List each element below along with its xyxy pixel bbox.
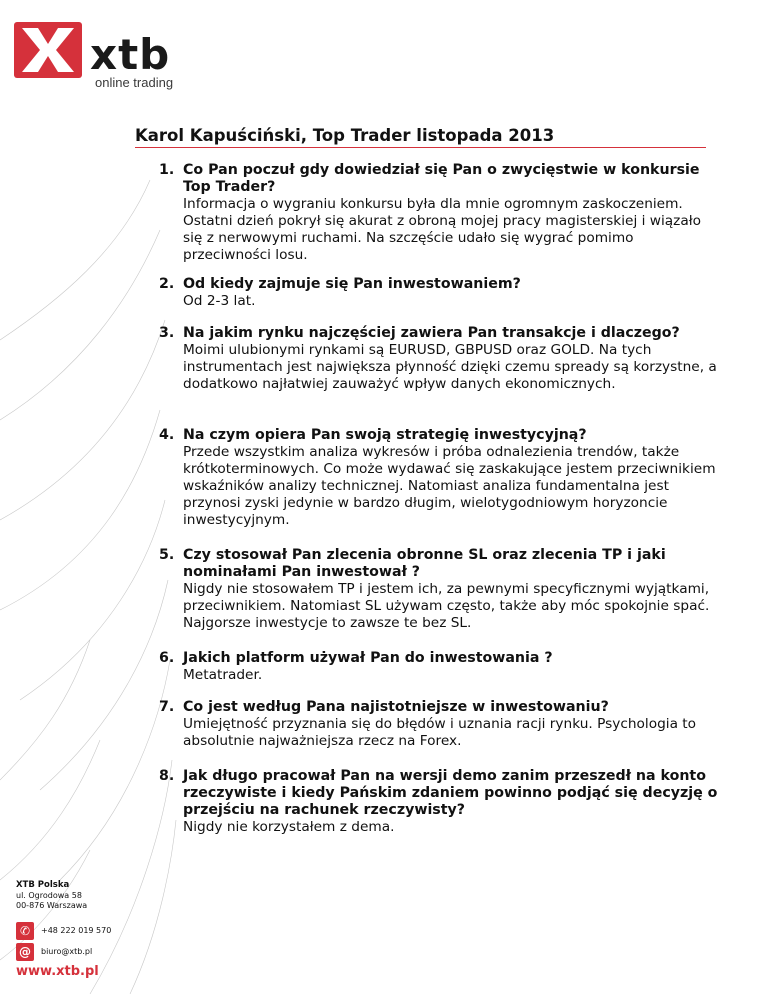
qa-item-3 (159, 325, 719, 393)
answer-text: Od 2-3 lat. (183, 293, 256, 309)
question-number: 7. (159, 699, 175, 715)
phone-icon: ✆ (16, 922, 34, 940)
qa-item-5 (159, 547, 719, 632)
address-line-2: 00-876 Warszawa (16, 901, 88, 910)
question-text: Od kiedy zajmuje się Pan inwestowaniem? (183, 276, 521, 292)
address-line-1: ul. Ogrodowa 58 (16, 891, 82, 900)
email-address[interactable]: biuro@xtb.pl (41, 947, 93, 956)
xtb-logo (14, 22, 184, 90)
email-contact[interactable] (16, 943, 136, 961)
question-text: Jak długo pracował Pan na wersji demo zanim przeszedł na konto rzeczywiste i kiedy Pańskim zdaniem powinno podjąć się decyzję o przejściu na rachunek rzeczywisty? (183, 768, 718, 818)
footer-contact (16, 880, 136, 979)
question-text: Jakich platform używał Pan do inwestowania ? (183, 650, 553, 666)
question-number: 1. (159, 162, 175, 178)
qa-item-2 (159, 276, 719, 310)
qa-item-7 (159, 699, 719, 750)
question-number: 4. (159, 427, 175, 443)
website-link[interactable]: www.xtb.pl (16, 964, 99, 979)
phone-contact (16, 922, 136, 940)
question-text: Czy stosował Pan zlecenia obronne SL oraz zlecenia TP i jaki nominałami Pan inwestował ? (183, 547, 666, 580)
question-text: Na czym opiera Pan swoją strategię inwestycyjną? (183, 427, 587, 443)
question-text: Co Pan poczuł gdy dowiedział się Pan o zwycięstwie w konkursie Top Trader? (183, 162, 700, 195)
question-text: Co jest według Pana najistotniejsze w inwestowaniu? (183, 699, 609, 715)
qa-item-8 (159, 768, 719, 836)
brand-name: xtb (90, 30, 171, 79)
question-number: 5. (159, 547, 175, 563)
question-number: 2. (159, 276, 175, 292)
answer-text: Nigdy nie stosowałem TP i jestem ich, za pewnymi specyficznymi wyjątkami, przeciwnikiem. Natomiast SL używam często, także aby móc spokojnie spać. Najgorsze inwestycje to zawsze te bez SL. (183, 581, 710, 631)
answer-text: Metatrader. (183, 667, 263, 683)
brand-tagline: online trading (95, 75, 174, 90)
question-number: 3. (159, 325, 175, 341)
answer-text: Umiejętność przyznania się do błędów i uznania racji rynku. Psychologia to absolutnie najważniejsza rzecz na Forex. (183, 716, 697, 749)
answer-text: Informacja o wygraniu konkursu była dla mnie ogromnym zaskoczeniem. Ostatni dzień pokrył się akurat z obroną mojej pracy magisterskiej i wiązało się z nerwowymi ruchami. Na szczęście udało się wygrać pomimo przeciwności losu. (183, 196, 701, 263)
answer-text: Moimi ulubionymi rynkami są EURUSD, GBPUSD oraz GOLD. Na tych instrumentach jest największa płynność dzięki czemu spready są korzystne, a dodatkowo najłatwiej zauważyć wpływ danych ekonomicznych. (183, 342, 717, 392)
phone-number: +48 222 019 570 (41, 926, 112, 935)
qa-item-4 (159, 427, 719, 529)
qa-item-6 (159, 650, 719, 684)
question-number: 8. (159, 768, 175, 784)
answer-text: Nigdy nie korzystałem z dema. (183, 819, 395, 835)
qa-item-1 (159, 162, 719, 264)
company-name: XTB Polska (16, 880, 70, 890)
question-number: 6. (159, 650, 175, 666)
question-text: Na jakim rynku najczęściej zawiera Pan transakcje i dlaczego? (183, 325, 680, 341)
at-icon: @ (16, 943, 34, 961)
document-title: Karol Kapuściński, Top Trader listopada 2013 (135, 126, 706, 148)
answer-text: Przede wszystkim analiza wykresów i próba odnalezienia trendów, także krótkoterminowych. Co może wydawać się zaskakujące jestem przeciwnikiem wskaźników analizy technicznej. Natomiast analiza fundamentalna jest przynosi zyski jedynie w bardzo długim, wielotygodniowym horyzoncie inwestycyjnym. (183, 444, 716, 528)
xtb-logo-mark-icon (14, 22, 82, 78)
